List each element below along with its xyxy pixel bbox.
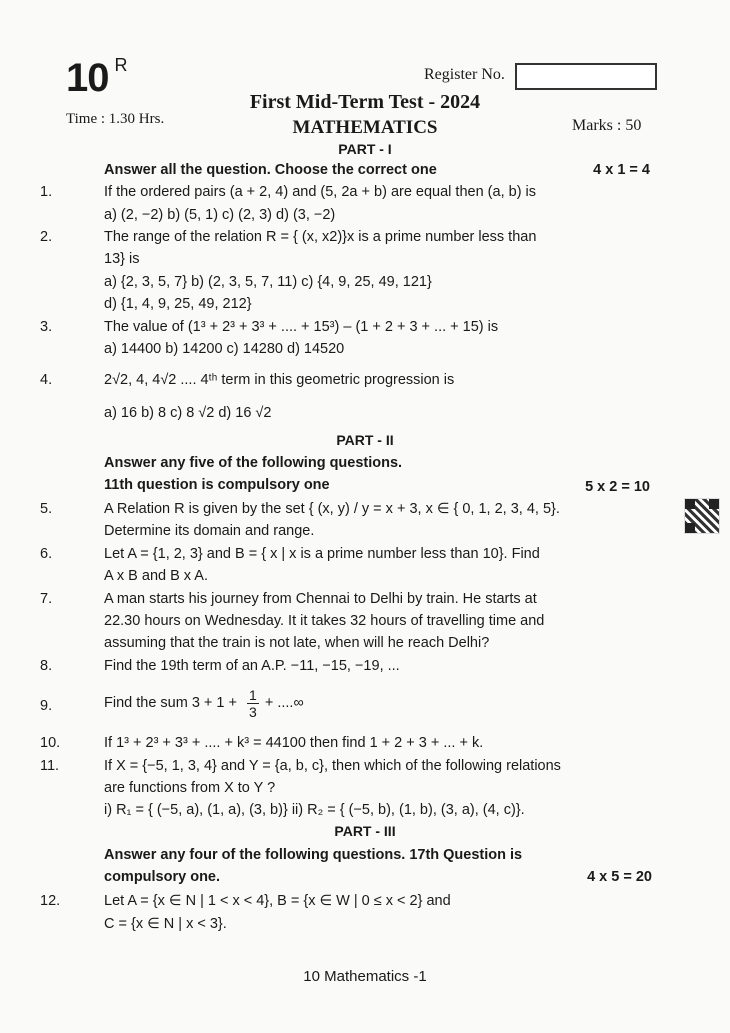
question-text: Let A = {x ∈ N | 1 < x < 4}, B = {x ∈ W | 0 ≤ x < 2} and	[104, 893, 451, 909]
fraction	[247, 687, 259, 720]
total-marks: Marks : 50	[572, 117, 642, 134]
question-options: a) 14400 b) 14200 c) 14280 d) 14520	[104, 341, 345, 357]
question-text: A Relation R is given by the set { (x, y) / y = x + 3, x ∈ { 0, 1, 2, 3, 4, 5}.	[104, 501, 560, 517]
part1-instruction: Answer all the question. Choose the correct one	[104, 162, 437, 178]
question-text: If X = {−5, 1, 3, 4} and Y = {a, b, c}, then which of the following relations	[104, 758, 561, 774]
question-number: 12.	[40, 893, 61, 909]
sum-suffix: + ....∞	[264, 695, 304, 711]
question-text	[104, 684, 304, 722]
sum-prefix: Find the sum 3 + 1 +	[104, 695, 242, 711]
question-number: 10.	[40, 735, 61, 751]
register-label: Register No.	[424, 66, 505, 83]
exam-title: First Mid-Term Test - 2024	[249, 91, 481, 113]
question-text: assuming that the train is not late, when will he reach Delhi?	[104, 635, 490, 651]
question-text: 22.30 hours on Wednesday. It it takes 32 hours of travelling time and	[104, 613, 545, 629]
qr-code	[684, 498, 720, 534]
question-number: 1.	[40, 184, 53, 200]
question-text: Find the 19th term of an A.P. −11, −15, −19, ...	[104, 658, 400, 674]
question-text: If the ordered pairs (a + 2, 4) and (5, 2a + b) are equal then (a, b) is	[104, 184, 537, 200]
question-text: Let A = {1, 2, 3} and B = { x | x is a prime number less than 10}. Find	[104, 546, 540, 562]
question-number: 9.	[40, 698, 53, 714]
question-text: The range of the relation R = { (x, x2)}x is a prime number less than	[104, 229, 537, 245]
grade-number: 10	[66, 56, 109, 100]
question-options: d) {1, 4, 9, 25, 49, 212}	[104, 296, 252, 312]
part1-marks: 4 x 1 = 4	[593, 162, 650, 178]
fraction-denominator: 3	[249, 703, 257, 720]
question-text: A x B and B x A.	[104, 568, 208, 584]
part2-compulsory-note: 11th question is compulsory one	[104, 477, 330, 493]
question-text: 2√2, 4, 4√2 .... 4ᵗʰ term in this geometric progression is	[104, 372, 455, 388]
question-number: 11.	[40, 758, 60, 774]
question-number: 3.	[40, 319, 53, 335]
question-number: 6.	[40, 546, 53, 562]
question-options: a) {2, 3, 5, 7} b) (2, 3, 5, 7, 11) c) {4, 9, 25, 49, 121}	[104, 274, 432, 290]
grade-suffix: R	[114, 54, 127, 75]
time-label: Time : 1.30 Hrs.	[66, 111, 165, 127]
part3-compulsory-note: compulsory one.	[104, 869, 221, 885]
question-options: a) (2, −2) b) (5, 1) c) (2, 3) d) (3, −2)	[104, 207, 336, 223]
question-number: 5.	[40, 501, 53, 517]
question-text: A man starts his journey from Chennai to Delhi by train. He starts at	[104, 591, 537, 607]
question-options: a) 16 b) 8 c) 8 √2 d) 16 √2	[104, 405, 272, 421]
part2-instruction: Answer any five of the following questions.	[104, 455, 403, 471]
fraction-numerator: 1	[249, 686, 257, 703]
question-text: C = {x ∈ N | x < 3}.	[104, 916, 227, 932]
question-text: Determine its domain and range.	[104, 523, 315, 539]
question-text: The value of (1³ + 2³ + 3³ + .... + 15³) – (1 + 2 + 3 + ... + 15) is	[104, 319, 499, 335]
question-options: i) R₁ = { (−5, a), (1, a), (3, b)} ii) R₂ = { (−5, b), (1, b), (3, a), (4, c)}.	[104, 802, 525, 818]
part1-title: PART - I	[338, 141, 392, 157]
question-number: 2.	[40, 229, 53, 245]
part2-marks: 5 x 2 = 10	[585, 479, 650, 495]
part2-title: PART - II	[336, 432, 394, 448]
question-text: are functions from X to Y ?	[104, 780, 276, 796]
question-number: 8.	[40, 658, 53, 674]
question-text: 13} is	[104, 251, 140, 267]
part3-instruction: Answer any four of the following questions. 17th Question is	[104, 847, 523, 863]
part3-marks: 4 x 5 = 20	[587, 869, 652, 885]
register-number-box[interactable]	[515, 63, 657, 90]
subject-title: MATHEMATICS	[292, 117, 438, 138]
question-text: If 1³ + 2³ + 3³ + .... + k³ = 44100 then find 1 + 2 + 3 + ... + k.	[104, 735, 484, 751]
question-number: 7.	[40, 591, 53, 607]
page-footer: 10 Mathematics -1	[303, 968, 427, 985]
part3-title: PART - III	[334, 823, 396, 839]
question-number: 4.	[40, 372, 53, 388]
